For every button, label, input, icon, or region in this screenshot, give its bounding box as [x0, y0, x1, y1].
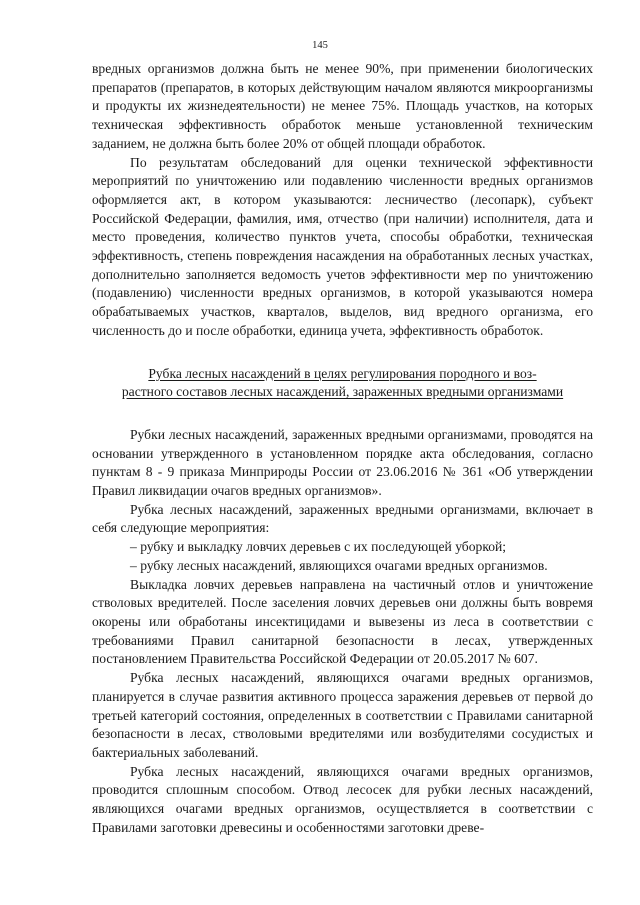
paragraph-felling-basis: Рубки лесных насаждений, зараженных вредными организмами, проводятся на основании утвержденного в установленном порядке акта обследования, согласно пунктам 8 - 9 приказа Минприроды России от 23.06.2016 № 361 «Об утверждении Правил ликвидации очагов вредных организмов».: [92, 426, 593, 499]
paragraph-inspection-results: По результатам обследований для оценки технической эффективности мероприятий по уничтожению или подавлению численности вредных организмов оформляется акт, в котором указываются: лесничество (лесопарк), субъект Российской Федерации, фамилия, имя, отчество (при наличии) исполнителя, дата и место проведения, количество пунктов учета, способы обработки, техническая эффективность, степень повреждения насаждения на обработанных лесных участках, дополнительно заполняется ведомость учетов эффективности мер по уничтожению (подавлению) численности вредных организмов, в которой указываются номера обрабатываемых участков, кварталов, выделов, вид вредного организма, его численность до и после обработки, единица учета, эффективность обработок.: [92, 154, 593, 338]
paragraph-clear-cutting: Рубка лесных насаждений, являющихся очагами вредных организмов, проводится сплошным способом. Отвод лесосек для рубки лесных насаждений, являющихся очагами вредных организмов, осуществляется в соответствии с Правилами заготовки древесины и особенностями заготовки древе-: [92, 763, 593, 835]
paragraph-continuation: вредных организмов должна быть не менее 90%, при применении биологических препаратов (препаратов, в которых действующим началом являются микроорганизмы и продукты их жизнедеятельности) не менее 75%. Площадь участков, на которых техническая эффективность обработок меньше установленной техническим заданием, не должна быть более 20% от общей площади обработок.: [92, 61, 593, 151]
section-heading: [92, 365, 593, 402]
page-number: 145: [312, 40, 328, 51]
paragraph-trap-trees: Выкладка ловчих деревьев направлена на частичный отлов и уничтожение стволовых вредителей. После заселения ловчих деревьев они должны быть вовремя окорены или обработаны инсектицидами и вывезены из леса в соответствии с требованиями Правил санитарной безопасности в лесах, утвержденных постановлением Правительства Российской Федерации от 20.05.2017 № 607.: [92, 576, 593, 667]
list-item-trap-trees: – рубку и выкладку ловчих деревьев с их последующей уборкой;: [130, 539, 507, 555]
list-item-pest-foci: – рубку лесных насаждений, являющихся очагами вредных организмов.: [130, 557, 548, 573]
section-heading-line-1: Рубка лесных насаждений в целях регулирования породного и воз-: [148, 365, 537, 381]
paragraph-foci-planning: Рубка лесных насаждений, являющихся очагами вредных организмов, планируется в случае развития активного процесса заражения деревьев от первой до третьей категорий состояния, определенных в соответствии с Правилами санитарной безопасности в лесах, стволовыми вредителями или возбудителями сосудистых и бактериальных заболеваний.: [92, 670, 593, 760]
paragraph-felling-includes: Рубка лесных насаждений, зараженных вредными организмами, включает в себя следующие мероприятия:: [92, 501, 593, 536]
section-heading-line-2: растного составов лесных насаждений, зараженных вредными организмами: [121, 384, 564, 400]
document-body: [92, 60, 593, 837]
